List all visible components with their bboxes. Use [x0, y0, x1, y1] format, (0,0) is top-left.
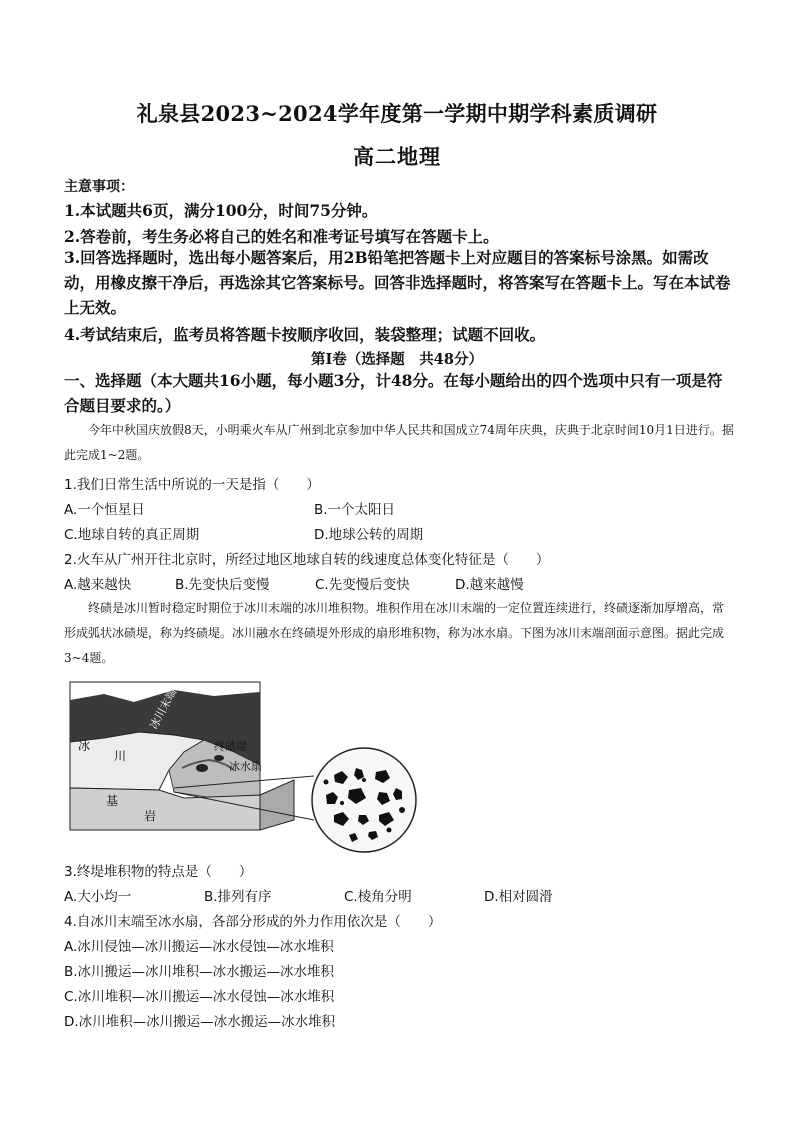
figure-label-outwash-fan: 冰水扇: [229, 760, 262, 773]
question-1-option-c: C.地球自转的真正周期: [64, 527, 200, 543]
question-2-option-a: A.越来越快: [64, 577, 132, 593]
section-instruction: 一、选择题（本大题共16小题，每小题3分，计48分。在每小题给出的四个选项中只有一项是符合题目要求的。）: [64, 371, 723, 415]
notice-item-2: 2.答卷前，考生务必将自己的姓名和准考证号填写在答题卡上。: [64, 227, 499, 246]
bedrock-side: [260, 780, 294, 830]
question-2-stem: 2.火车从广州开往北京时，所经过地区地球自转的线速度总体变化特征是（ ）: [64, 552, 550, 568]
passage-1: 今年中秋国庆放假8天，小明乘火车从广州到北京参加中华人民共和国成立74周年庆典，庆典于北京时间10月1日进行。据此完成1~2题。: [64, 423, 734, 462]
question-3-option-c: C.棱角分明: [344, 889, 412, 905]
question-1-option-a: A.一个恒星日: [64, 502, 145, 518]
question-3-option-d: D.相对圆滑: [484, 889, 553, 905]
notice-heading: 主意事项：: [64, 179, 134, 195]
passage-2: 终碛是冰川暂时稳定时期位于冰川末端的冰川堆积物。堆积作用在冰川末端的一定位置连续进行，终碛逐渐加厚增高，常形成弧状冰碛堤，称为终碛堤。冰川融水在终碛堤外形成的扇形堆积物，称为冰水扇。下图为冰川末端剖面示意图。据此完成3~4题。: [64, 601, 725, 665]
moraine-rock: [214, 755, 224, 761]
figure-label-glacier: 冰: [78, 739, 91, 753]
question-1-stem: 1.我们日常生活中所说的一天是指（ ）: [64, 477, 320, 493]
question-2-option-b: B.先变快后变慢: [175, 577, 270, 593]
figure-label-bedrock-2: 岩: [144, 809, 157, 823]
figure-label-terminus: 冰川末端: [147, 686, 180, 732]
section-heading: 第Ⅰ卷（选择题 共48分）: [311, 351, 483, 368]
notice-item-1: 1.本试题共6页，满分100分，时间75分钟。: [64, 201, 378, 220]
figure-label-moraine: 终碛堤: [214, 740, 247, 753]
glacier-terminus-figure: [64, 680, 534, 855]
moraine-rock: [196, 764, 208, 772]
notice-item-3: 3.回答选择题时，选出每小题答案后，用2B铅笔把答题卡上对应题目的答案标号涂黑。如需改动，用橡皮擦干净后，再选涂其它答案标号。回答非选择题时，将答案写在答题卡上。写在本试卷上无效。: [64, 248, 731, 317]
question-4-option-d: D.冰川堆积—冰川搬运—冰水搬运—冰水堆积: [64, 1014, 336, 1030]
question-3-option-b: B.排列有序: [204, 889, 272, 905]
question-4-option-c: C.冰川堆积—冰川搬运—冰水侵蚀—冰水堆积: [64, 989, 335, 1005]
question-4-option-a: A.冰川侵蚀—冰川搬运—冰水侵蚀—冰水堆积: [64, 939, 334, 955]
subject-title: 高二地理: [353, 144, 441, 169]
question-4-option-b: B.冰川搬运—冰川堆积—冰水搬运—冰水堆积: [64, 964, 335, 980]
question-2-option-d: D.越来越慢: [455, 577, 524, 593]
figure-label-bedrock-1: 基: [106, 794, 119, 808]
question-2-option-c: C.先变慢后变快: [315, 577, 410, 593]
question-1-option-d: D.地球公转的周期: [314, 527, 424, 543]
question-3-option-a: A.大小均一: [64, 889, 132, 905]
notice-item-4: 4.考试结束后，监考员将答题卡按顺序收回，装袋整理；试题不回收。: [64, 325, 546, 344]
exam-title: 礼泉县2023~2024学年度第一学期中期学科素质调研: [136, 101, 658, 126]
figure-label-glacier-2: 川: [114, 749, 127, 763]
question-4-stem: 4.自冰川末端至冰水扇，各部分形成的外力作用依次是（ ）: [64, 914, 442, 930]
question-3-stem: 3.终堤堆积物的特点是（ ）: [64, 864, 253, 880]
question-1-option-b: B.一个太阳日: [314, 502, 396, 518]
